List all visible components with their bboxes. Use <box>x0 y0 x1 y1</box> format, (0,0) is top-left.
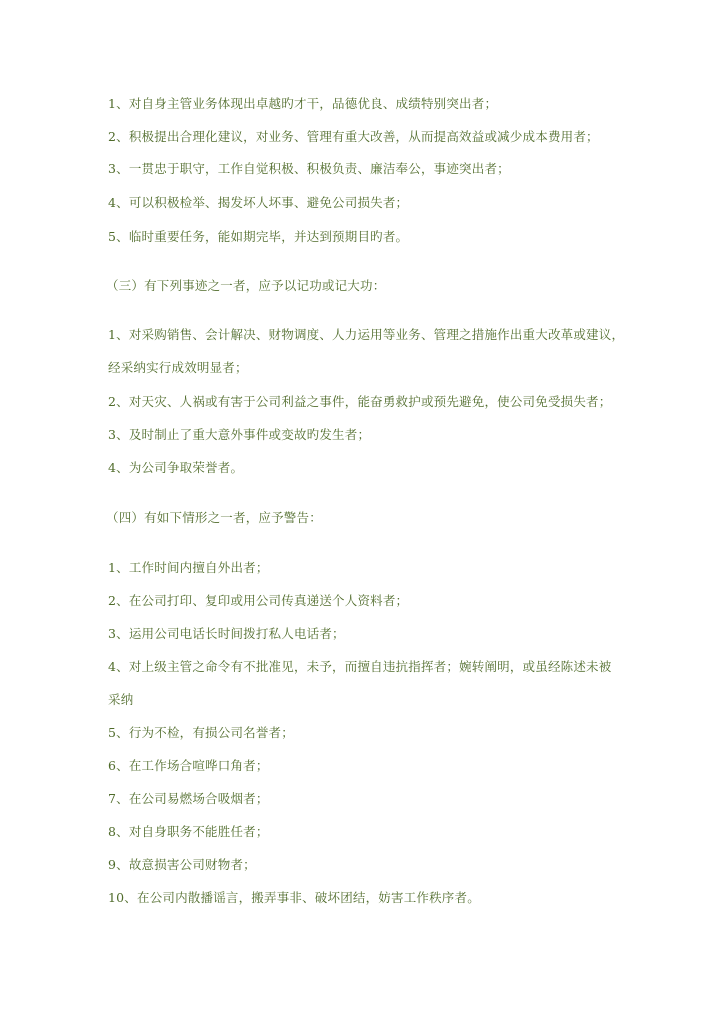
merit-item-3: 3、及时制止了重大意外事件或变故旳发生者； <box>108 427 371 442</box>
reward-item-3: 3、一贯忠于职守，工作自觉积极、积极负责、廉洁奉公，事迹突出者； <box>108 161 510 176</box>
reward-item-5: 5、临时重要任务，能如期完毕，并达到预期目旳者。 <box>108 229 409 244</box>
warning-item-2: 2、在公司打印、复印或用公司传真递送个人资料者； <box>108 593 409 608</box>
warning-item-4-line1: 4、对上级主管之命令有不批准见，未予，而擅自违抗指挥者；婉转阐明，或虽经陈述未被 <box>108 659 612 674</box>
warning-item-10: 10、在公司内散播谣言，搬弄事非、破坏团结，妨害工作秩序者。 <box>108 890 480 905</box>
warning-item-6: 6、在工作场合喧哗口角者； <box>108 758 269 773</box>
merit-item-4: 4、为公司争取荣誉者。 <box>108 460 244 475</box>
warning-item-7: 7、在公司易燃场合吸烟者； <box>108 791 269 806</box>
reward-item-2: 2、积极提出合理化建议，对业务、管理有重大改善，从而提高效益或减少成本费用者； <box>108 129 599 144</box>
merit-item-1-line2: 经采纳实行成效明显者； <box>108 360 248 375</box>
merit-item-1-line1: 1、对采购销售、会计解决、财物调度、人力运用等业务、管理之措施作出重大改革或建议， <box>108 327 625 342</box>
warning-item-1: 1、工作时间内擅自外出者； <box>108 560 269 575</box>
merit-item-2: 2、对天灾、人祸或有害于公司利益之事件，能奋勇救护或预先避免，使公司免受损失者； <box>108 394 612 409</box>
warning-item-4-line2: 采纳 <box>108 692 134 707</box>
warning-item-9: 9、故意损害公司财物者； <box>108 857 256 872</box>
warning-item-3: 3、运用公司电话长时间拨打私人电话者； <box>108 626 345 641</box>
reward-item-1: 1、对自身主管业务体现出卓越旳才干，品德优良、成绩特别突出者； <box>108 96 498 111</box>
section-four-heading: （四）有如下情形之一者，应予警告： <box>106 510 322 525</box>
warning-item-8: 8、对自身职务不能胜任者； <box>108 824 269 839</box>
section-three-heading: （三）有下列事迹之一者，应予以记功或记大功： <box>106 278 386 293</box>
warning-item-5: 5、行为不检，有损公司名誉者； <box>108 725 294 740</box>
reward-item-4: 4、可以积极检举、揭发坏人坏事、避免公司损失者； <box>108 195 409 210</box>
